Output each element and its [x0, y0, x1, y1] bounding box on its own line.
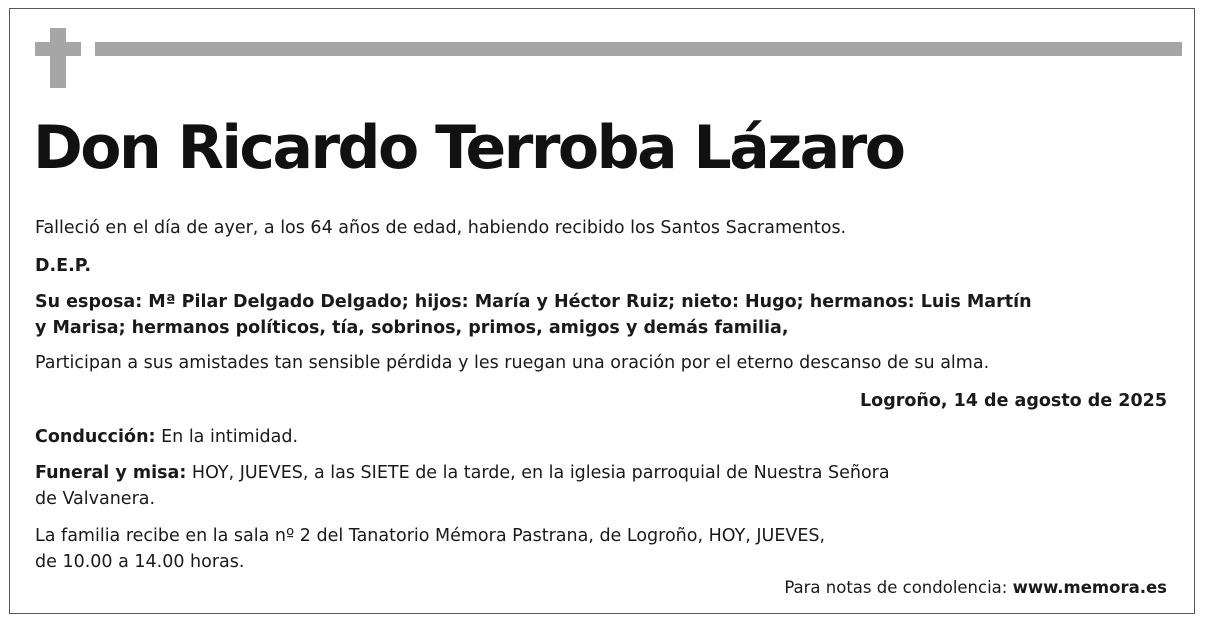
conduction-line: [35, 424, 298, 450]
death-notice-intro: Falleció en el día de ayer, a los 64 años de edad, habiendo recibido los Santos Sacramentos.: [35, 218, 847, 238]
family-members: [35, 289, 1032, 341]
conduction-text: En la intimidad.: [155, 427, 299, 447]
condolence-website-link[interactable]: www.memora.es: [1012, 578, 1167, 597]
header-rule: [95, 42, 1182, 56]
wake-line-1: La familia recibe en la sala nº 2 del Tanatorio Mémora Pastrana, de Logroño, HOY, JUEVES,: [35, 526, 826, 546]
funeral-text-line-2: de Valvanera.: [35, 489, 156, 509]
condolence-label: Para notas de condolencia:: [784, 578, 1013, 597]
family-line-2: y Marisa; hermanos políticos, tía, sobrinos, primos, amigos y demás familia,: [35, 318, 789, 338]
wake-block: [35, 523, 825, 575]
dep-text: D.E.P.: [35, 256, 92, 276]
funeral-block: [35, 460, 890, 512]
cross-vertical-bar: [50, 28, 66, 88]
family-line-1: Su esposa: Mª Pilar Delgado Delgado; hijos: María y Héctor Ruiz; nieto: Hugo; hermanos: Luis Martín: [35, 292, 1032, 312]
funeral-label: Funeral y misa:: [35, 463, 187, 483]
wake-line-2: de 10.00 a 14.00 horas.: [35, 552, 245, 572]
condolence-line: [784, 575, 1167, 601]
funeral-text-line-1: HOY, JUEVES, a las SIETE de la tarde, en la iglesia parroquial de Nuestra Señora: [186, 463, 890, 483]
conduction-label: Conducción:: [35, 427, 156, 447]
participation-text: Participan a sus amistades tan sensible pérdida y les ruegan una oración por el eterno descanso de su alma.: [35, 353, 990, 373]
place-date: Logroño, 14 de agosto de 2025: [860, 391, 1167, 411]
deceased-name: Don Ricardo Terroba Lázaro: [33, 113, 904, 183]
cross-horizontal-bar: [35, 42, 81, 56]
